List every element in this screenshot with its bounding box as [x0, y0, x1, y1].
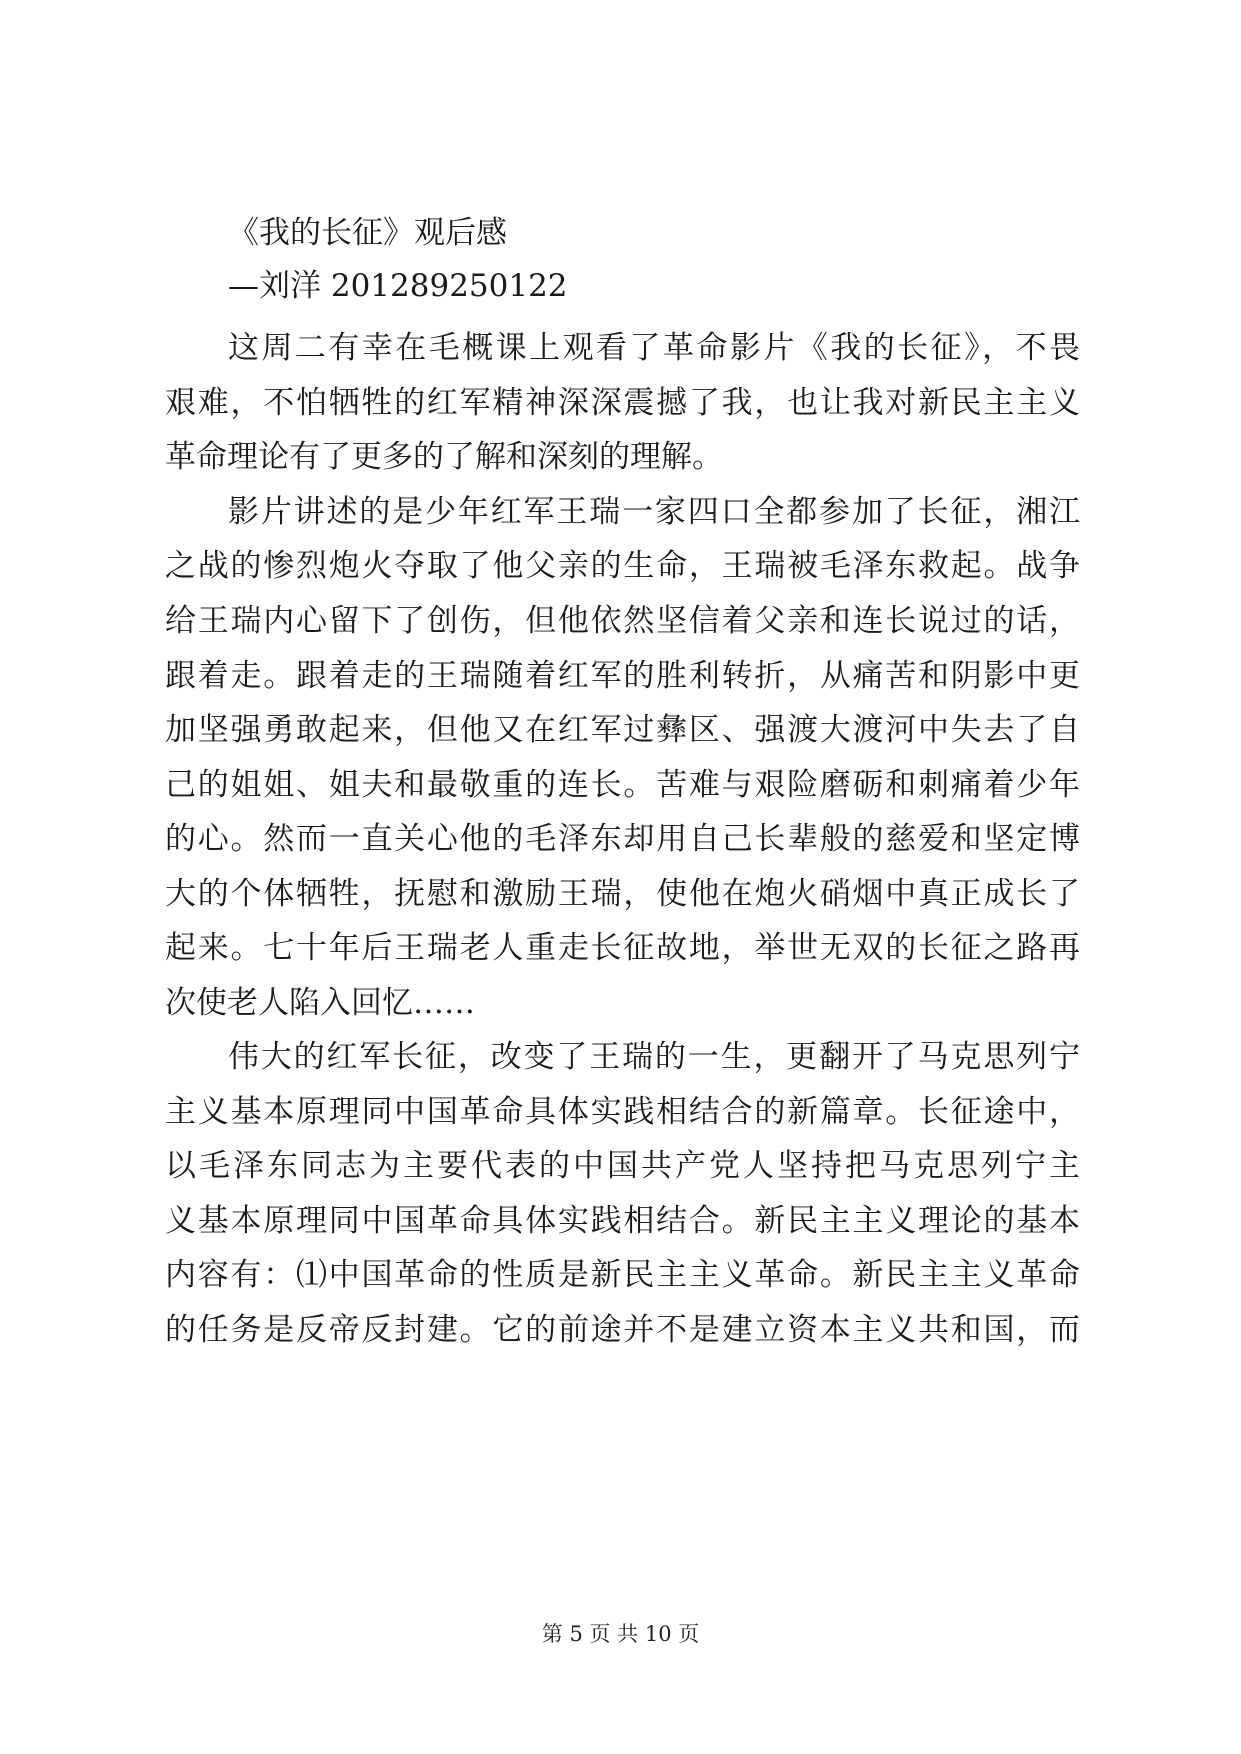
paragraph-1-line-3: 革命理论有了更多的了解和深刻的理解。: [165, 439, 723, 475]
paragraph-1-line-1: 这周二有幸在毛概课上观看了革命影片《我的长征》，不畏: [228, 330, 1080, 366]
paragraph-2-line-7: 的心。然而一直关心他的毛泽东却用自己长辈般的慈爱和坚定博: [165, 821, 1080, 857]
paragraph-3-line-1: 伟大的红军长征，改变了王瑞的一生，更翻开了马克思列宁: [228, 1039, 1080, 1075]
paragraph-1-line-2: 艰难，不怕牺牲的红军精神深深震撼了我，也让我对新民主主义: [165, 385, 1080, 421]
paragraph-3-line-6: 的任务是反帝反封建。它的前途并不是建立资本主义共和国，而: [165, 1312, 1080, 1348]
paragraph-3-line-5: 内容有：⑴中国革命的性质是新民主主义革命。新民主主义革命: [165, 1257, 1080, 1293]
paragraph-2-line-10: 次使老人陷入回忆……: [165, 985, 475, 1021]
page-footer: 第 5 页 共 10 页: [541, 1622, 700, 1646]
author-line: —刘洋 201289250122: [228, 268, 568, 304]
paragraph-2-line-1: 影片讲述的是少年红军王瑞一家四口全都参加了长征，湘江: [228, 494, 1080, 530]
paragraph-2-line-9: 起来。七十年后王瑞老人重走长征故地，举世无双的长征之路再: [165, 930, 1080, 966]
paragraph-3-line-4: 义基本原理同中国革命具体实践相结合。新民主主义理论的基本: [165, 1203, 1080, 1239]
paragraph-2-line-8: 大的个体牺牲，抚慰和激励王瑞，使他在炮火硝烟中真正成长了: [165, 876, 1080, 912]
paragraph-3-line-3: 以毛泽东同志为主要代表的中国共产党人坚持把马克思列宁主: [165, 1148, 1080, 1184]
document-title: 《我的长征》观后感: [228, 215, 507, 251]
paragraph-2-line-3: 给王瑞内心留下了创伤，但他依然坚信着父亲和连长说过的话，: [165, 603, 1080, 639]
paragraph-2-line-2: 之战的惨烈炮火夺取了他父亲的生命，王瑞被毛泽东救起。战争: [165, 548, 1080, 584]
paragraph-2-line-4: 跟着走。跟着走的王瑞随着红军的胜利转折，从痛苦和阴影中更: [165, 658, 1080, 694]
paragraph-2-line-6: 己的姐姐、姐夫和最敬重的连长。苦难与艰险磨砺和刺痛着少年: [165, 767, 1080, 803]
paragraph-3-line-2: 主义基本原理同中国革命具体实践相结合的新篇章。长征途中，: [165, 1094, 1080, 1130]
paragraph-2-line-5: 加坚强勇敢起来，但他又在红军过彝区、强渡大渡河中失去了自: [165, 712, 1080, 748]
